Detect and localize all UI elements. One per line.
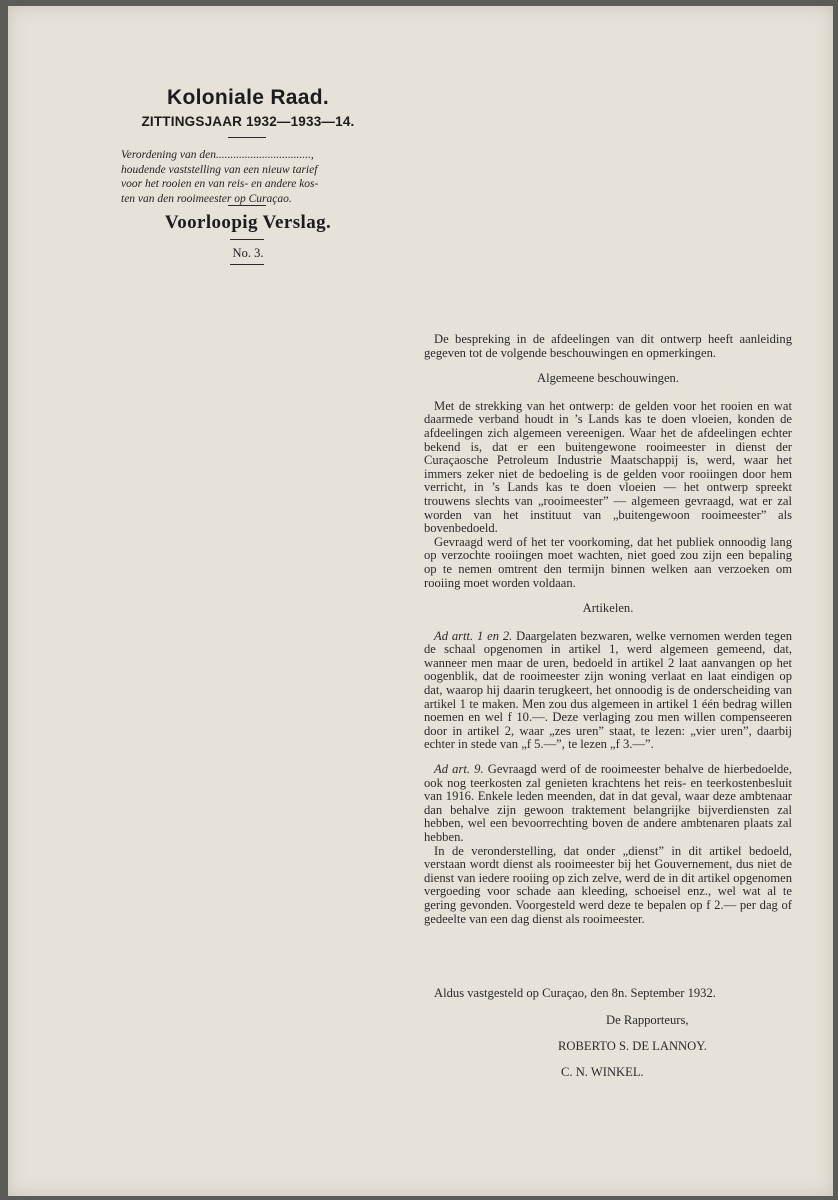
council-title: Koloniale Raad. [166,86,330,109]
signatory-name: C. N. WINKEL. [561,1065,644,1079]
general-paragraph-2: Gevraagd werd of het ter voorkoming, dat het publiek onnoodig lang op verzochte rooiingen moet wachten, niet goed zou zijn een bepaling op te nemen omtrent den termijn binnen welken aan verzoeken om rooiing moet worden voldaan. [424,534,792,590]
place-date: Aldus vastgesteld op Curaçao, den 8n. September 1932. [434,986,716,1000]
document-page [8,6,833,1196]
intro-paragraph: De bespreking in de afdeelingen van dit ontwerp heeft aanleiding gegeven tot de volgende beschouwingen en opmerkingen. [424,332,792,360]
article-label: Ad art. 9. [434,762,484,777]
divider-rule [230,239,264,240]
article-1-2-paragraph [424,630,792,752]
article-text: Gevraagd werd of de rooimeester behalve de hierbedoelde, ook nog teerkosten zal genieten krachtens het reis- en teerkostenbesluit van 1916. Enkele leden meenden, dat in dat geval, waar deze ambtenaar dan behalve zijn gewoon traktement belangrijke bijverdiensten zal hebben, wel een bevoorrechting boven de andere ambtenaren plaats zal hebben. [424,762,792,844]
article-9-paragraph-2: In de veronderstelling, dat onder „dienst” in dit artikel bedoeld, verstaan wordt dienst als rooimeester bij het Gouvernement, dus niet de dienst van iedere rooiing op zich zelve, werd de in dit artikel opgenomen vergoeding voor schade aan kleeding, schoeisel enz., wel wat al te gering gevonden. Voorgesteld werd deze te bepalen op f 2.— per dag of gedeelte van een dag dienst als rooimeester. [424,843,792,926]
divider-rule [228,205,266,206]
session-year: ZITTINGSJAAR 1932—1933—14. [141,114,355,129]
report-number: No. 3. [232,246,264,260]
section-heading-general: Algemeene beschouwingen. [537,371,679,386]
rapporteurs-label: De Rapporteurs, [606,1013,689,1027]
report-body [424,333,792,926]
signatory-name: ROBERTO S. DE LANNOY. [558,1039,707,1053]
article-9-paragraph [424,763,792,845]
subject-line: voor het rooien en van reis- en andere kos- [121,178,319,190]
divider-rule [228,137,266,138]
report-title: Voorloopig Verslag. [164,212,332,233]
article-text: Daargelaten bezwaren, welke vernomen werden tegen de schaal opgenomen in artikel 1, werd algemeen gemeend, dat, wanneer men maar de uren, bedoeld in artikel 2 laat aanvangen op het oogenblik, dat de rooimeester zijn woning verlaat en laat eindigen op dat, waarop hij daarin terugkeert, het onnoodig is de onderscheiding van artikel 1 te maken. Men zou dus algemeen in artikel 1 één bedrag willen noemen en wel f 10.—. Deze verlaging zou men willen compenseeren door in artikel 2, waar „zes uren” staat, te lezen: „vier uren”, daarbij echter in stede van „f 5.—”, te lezen „f 3.—”. [424,628,792,752]
divider-rule [230,264,264,265]
section-heading-articles: Artikelen. [582,601,634,616]
subject-line: houdende vaststelling van een nieuw tarief [121,163,318,176]
general-paragraph-1: Met de strekking van het ontwerp: de gelden voor het rooien en wat daarmede verband houdt in ’s Lands kas te doen vloeien, konden de afdeelingen zich algemeen vereenigen. Waar het de afdeelingen echter bekend is, dat er een buitengewone rooimeester in dienst der Curaçaosche Petroleum Industrie Maatschappij is, werd, waar het immers zeker niet de bedoeling is de gelden voor rooiingen door hem verricht, in ’s Lands kas te doen vloeien — het ontwerp spreekt trouwens slechts van „rooimeester” — algemeen gevraagd, wat er zal worden van het instituut van „buitengewoon rooimeester” als bovenbedoeld. [424,398,792,536]
article-label: Ad artt. 1 en 2. [434,628,513,643]
subject-line: ten van den rooimeester op Curaçao. [121,192,292,205]
ordinance-subject [121,148,383,206]
subject-line: Verordening van den................................., [121,149,314,161]
